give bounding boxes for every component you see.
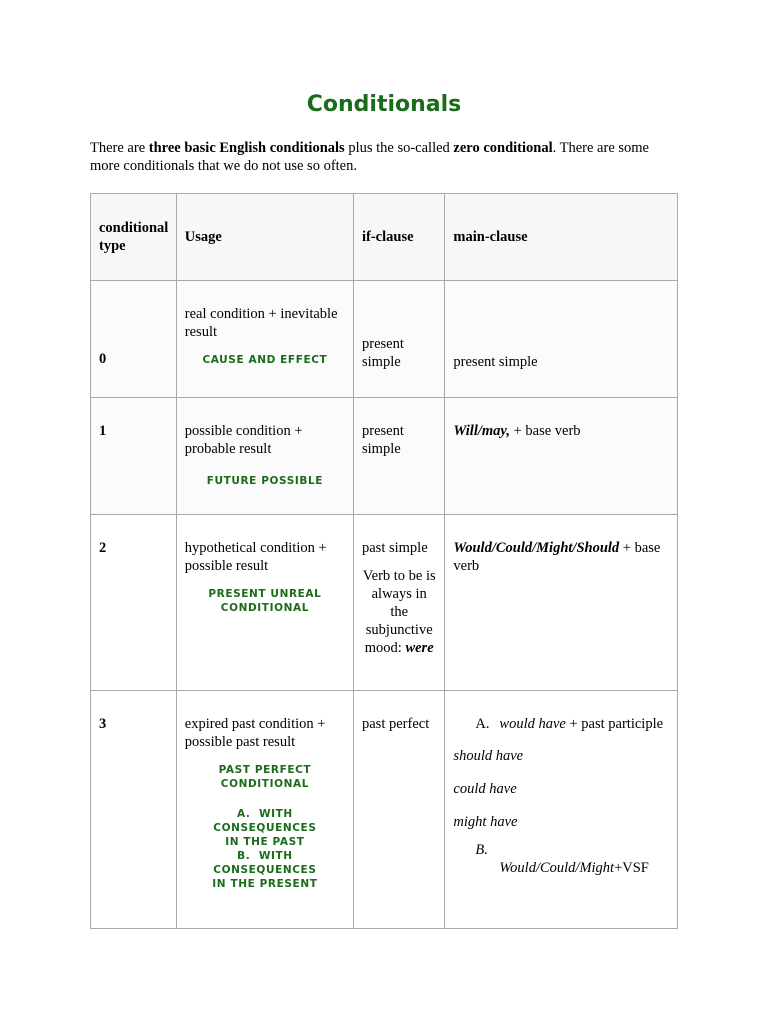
if-clause-text: past perfect bbox=[362, 716, 430, 732]
if-clause-text: present simple bbox=[362, 336, 404, 370]
main-b-rest: +VSF bbox=[614, 860, 649, 876]
main-clause-cell bbox=[445, 515, 678, 691]
subjunctive-note: Verb to be is always in the subjunctive mood: bbox=[362, 568, 436, 656]
intro-paragraph bbox=[90, 139, 680, 175]
conditional-tag: CAUSE AND EFFECT bbox=[202, 354, 328, 366]
table-row bbox=[91, 281, 678, 398]
page-title: Conditionals bbox=[306, 92, 462, 117]
tag-sub-a-label: A. bbox=[236, 808, 251, 820]
main-clause-modal: Would/Could/Might/Should bbox=[453, 540, 620, 556]
conditional-tag: PRESENT UNREAL CONDITIONAL bbox=[208, 588, 322, 614]
main-clause-cell bbox=[445, 281, 678, 398]
if-clause-text: present simple bbox=[362, 423, 404, 457]
main-a-label: A. bbox=[475, 716, 490, 732]
intro-text-3: . There are some more conditionals that we do not use so often. bbox=[90, 140, 649, 174]
table-row bbox=[91, 515, 678, 691]
intro-text-1: There are bbox=[90, 140, 149, 156]
usage-text: expired past condition + possible past result bbox=[184, 716, 326, 750]
if-clause-cell bbox=[354, 398, 445, 515]
type-cell bbox=[91, 281, 177, 398]
conditionals-table bbox=[90, 193, 678, 929]
main-might-have: might have bbox=[453, 814, 518, 830]
main-clause-rest: + base verb bbox=[453, 540, 661, 574]
main-clause-text: present simple bbox=[453, 354, 538, 370]
table-header-row bbox=[91, 194, 678, 281]
main-b-ital: Would/Could/Might bbox=[499, 860, 615, 876]
header-conditional-type: conditional type bbox=[91, 194, 177, 281]
tag-sub-b-label: B. bbox=[237, 850, 251, 862]
if-clause-cell bbox=[354, 515, 445, 691]
header-if-clause: if-clause bbox=[354, 194, 445, 281]
main-should-have: should have bbox=[453, 748, 524, 764]
if-clause-cell bbox=[354, 281, 445, 398]
main-a-ital: would have bbox=[499, 716, 566, 732]
if-clause-text: past simple bbox=[362, 540, 428, 556]
usage-cell bbox=[176, 281, 353, 398]
main-clause-cell bbox=[445, 691, 678, 929]
table-row bbox=[91, 398, 678, 515]
usage-text: hypothetical condition + possible result bbox=[184, 540, 327, 574]
main-b-label: B. bbox=[475, 842, 488, 858]
conditional-tag: FUTURE POSSIBLE bbox=[206, 475, 324, 487]
conditional-type-1: 1 bbox=[99, 423, 107, 439]
tag-sub-b-text: WITH CONSEQUENCES IN THE PRESENT bbox=[212, 850, 318, 890]
conditional-type-2: 2 bbox=[99, 540, 107, 556]
tag-sub-a bbox=[185, 807, 345, 849]
header-usage: Usage bbox=[176, 194, 353, 281]
if-clause-note bbox=[362, 567, 436, 657]
tag-sub-b bbox=[185, 849, 345, 891]
tag-sub-a-text: WITH CONSEQUENCES IN THE PAST bbox=[213, 808, 317, 848]
main-clause-modal: Will/may, bbox=[453, 423, 510, 439]
if-clause-cell bbox=[354, 691, 445, 929]
usage-cell bbox=[176, 515, 353, 691]
main-clause-cell bbox=[445, 398, 678, 515]
main-clause-b bbox=[453, 841, 669, 877]
intro-text-2: plus the so-called bbox=[344, 140, 454, 156]
main-clause-a bbox=[453, 715, 669, 733]
type-cell bbox=[91, 515, 177, 691]
main-clause-rest: + base verb bbox=[509, 423, 581, 439]
usage-text: possible condition + probable result bbox=[184, 423, 303, 457]
intro-bold-2: zero conditional bbox=[453, 140, 553, 156]
subjunctive-were: were bbox=[405, 640, 434, 656]
usage-cell bbox=[176, 691, 353, 929]
header-main-clause: main-clause bbox=[445, 194, 678, 281]
conditional-tag: PAST PERFECT CONDITIONAL bbox=[218, 764, 312, 790]
main-could-have: could have bbox=[453, 781, 517, 797]
usage-text: real condition + inevitable result bbox=[184, 306, 338, 340]
table-row bbox=[91, 691, 678, 929]
type-cell bbox=[91, 398, 177, 515]
type-cell bbox=[91, 691, 177, 929]
usage-cell bbox=[176, 398, 353, 515]
intro-bold-1: three basic English conditionals bbox=[148, 140, 345, 156]
conditional-type-0: 0 bbox=[99, 351, 107, 367]
conditional-type-3: 3 bbox=[99, 716, 107, 732]
main-a-rest: + past participle bbox=[565, 716, 664, 732]
